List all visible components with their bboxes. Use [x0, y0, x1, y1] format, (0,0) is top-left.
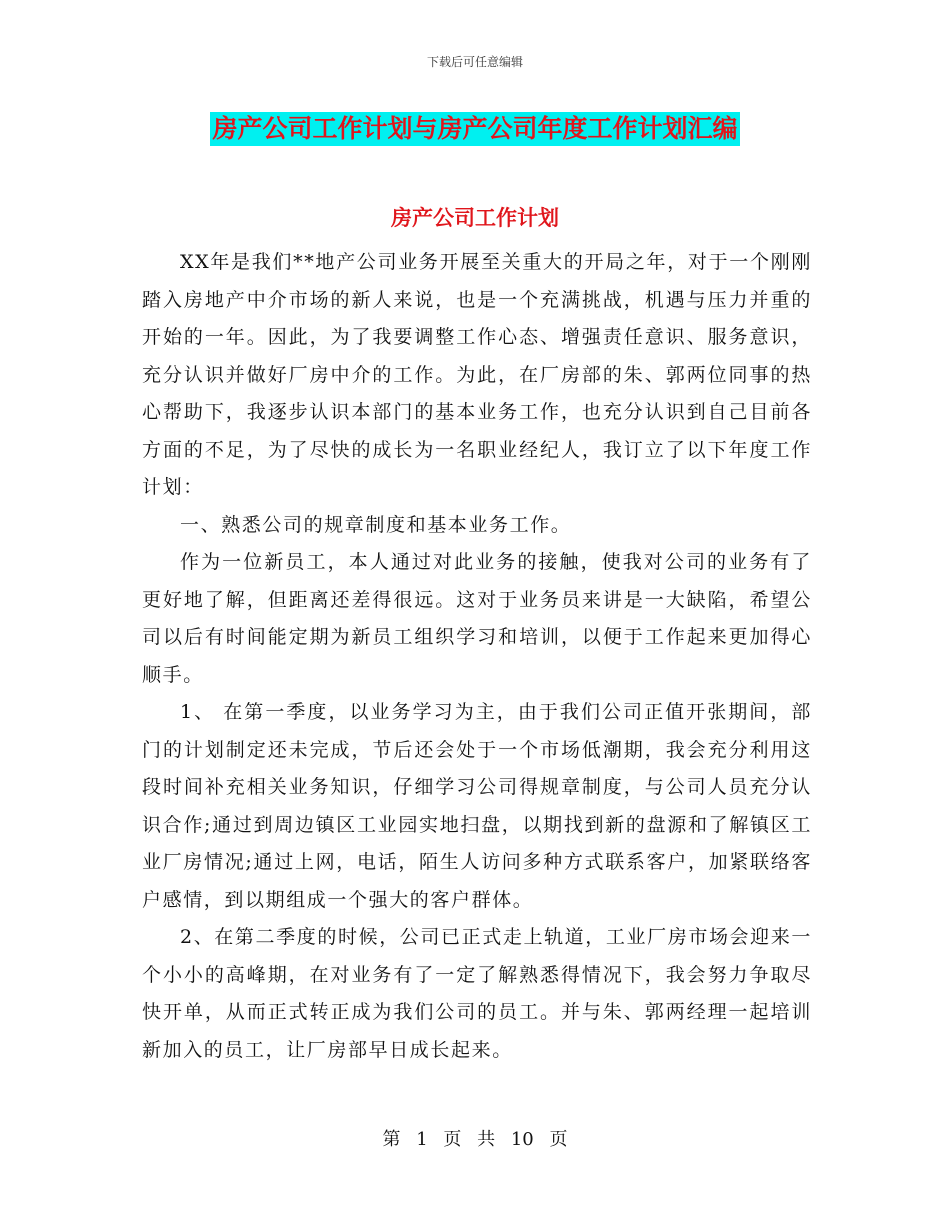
paragraph: 1、 在第一季度，以业务学习为主，由于我们公司正值开张期间，部门的计划制定还未完成，节后还会处于一个市场低潮期，我会充分利用这段时间补充相关业务知识，仔细学习公司得规章制度，与公司人员充分认识合作;通过到周边镇区工业园实地扫盘，以期找到新的盘源和了解镇区工业厂房情况;通过上网，电话，陌生人访问多种方式联系客户，加紧联络客户感情，到以期组成一个强大的客户群体。: [142, 701, 812, 911]
document-body: [142, 244, 812, 1069]
paragraph: 作为一位新员工，本人通过对此业务的接触，使我对公司的业务有了更好地了解，但距离还差得很远。这对于业务员来讲是一大缺陷，希望公司以后有时间能定期为新员工组织学习和培训，以便于工作起来更加得心顺手。: [142, 551, 812, 686]
paragraph: 2、在第二季度的时候，公司已正式走上轨道，工业厂房市场会迎来一个小小的高峰期，在对业务有了一定了解熟悉得情况下，我会努力争取尽快开单，从而正式转正成为我们公司的员工。并与朱、郭两经理一起培训新加入的员工，让厂房部早日成长起来。: [142, 926, 812, 1061]
header-note: 下载后可任意编辑: [426, 55, 523, 69]
paragraph: XX年是我们**地产公司业务开展至关重大的开局之年，对于一个刚刚踏入房地产中介市场的新人来说，也是一个充满挑战，机遇与压力并重的开始的一年。因此，为了我要调整工作心态、增强责任意识、服务意识，充分认识并做好厂房中介的工作。为此，在厂房部的朱、郭两位同事的热心帮助下，我逐步认识本部门的基本业务工作，也充分认识到自己目前各方面的不足，为了尽快的成长为一名职业经纪人，我订立了以下年度工作计划：: [142, 251, 812, 498]
document-title-wrapper: [0, 112, 950, 146]
document-title: 房产公司工作计划与房产公司年度工作计划汇编: [210, 112, 739, 146]
section-title: 房产公司工作计划: [391, 206, 559, 230]
page-number: 第 1 页 共 10 页: [382, 1129, 568, 1150]
paragraph: 一、熟悉公司的规章制度和基本业务工作。: [180, 513, 572, 536]
